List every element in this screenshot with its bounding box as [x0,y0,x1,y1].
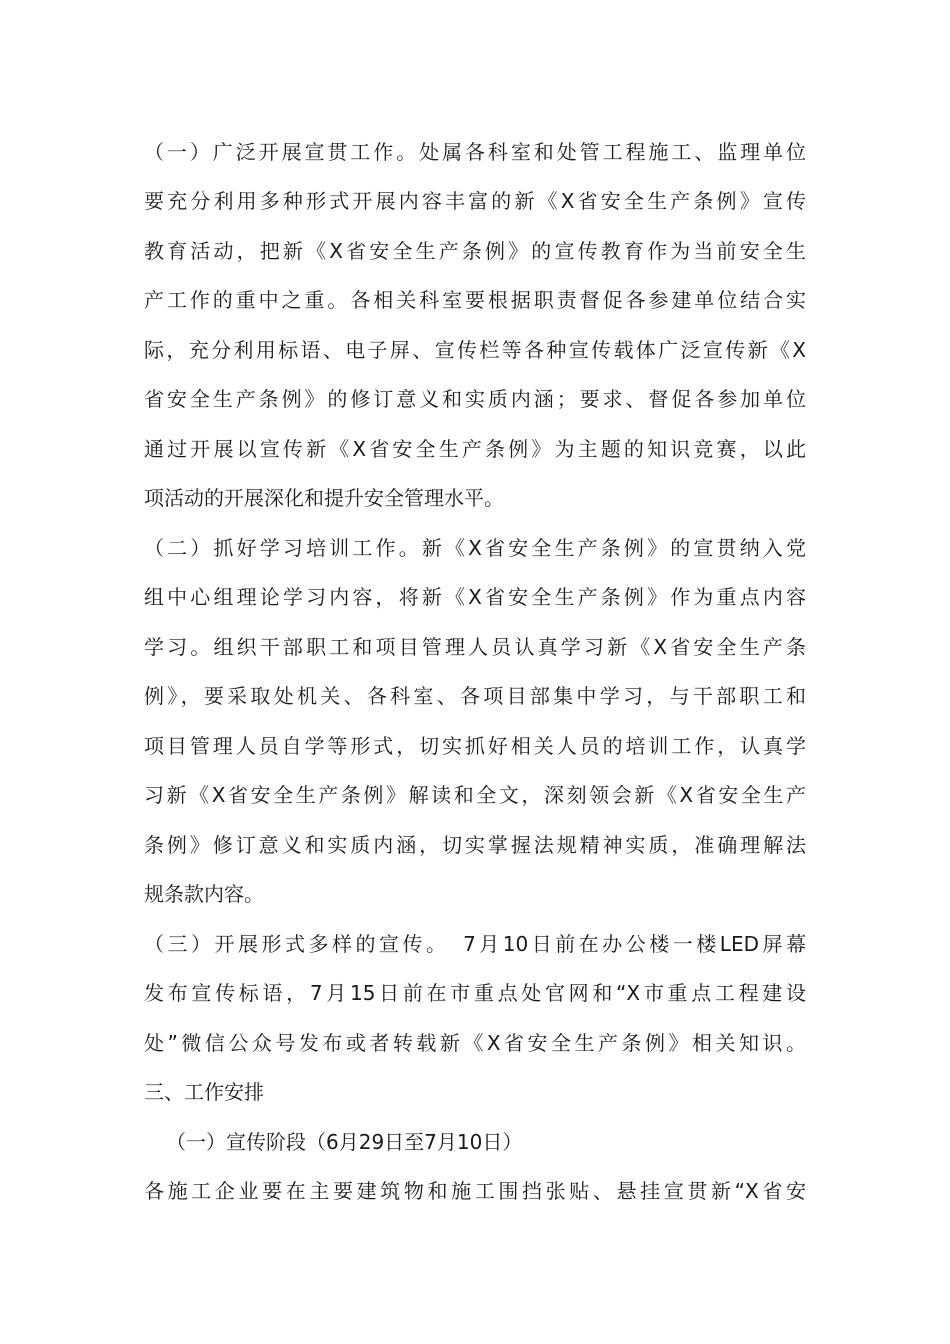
paragraph-2-line-2: 组中心组理论学习内容，将新《X省安全生产条例》作为重点内容 [144,585,806,609]
paragraph-2-line-6: 习新《X省安全生产条例》解读和全文，深刻领会新《X省安全生产 [144,783,806,807]
paragraph-1-line-4: 产工作的重中之重。各相关科室要根据职责督促各参建单位结合实 [144,288,806,312]
paragraph-1-line-3: 教育活动，把新《X省安全生产条例》的宣传教育作为当前安全生 [144,239,806,263]
paragraph-2-line-1: （二）抓好学习培训工作。新《X省安全生产条例》的宣贯纳入党 [144,536,806,560]
paragraph-2-line-8: 规条款内容。 [144,882,264,906]
subsection-heading: （一）宣传阶段（6月29日至7月10日） [166,1130,523,1154]
paragraph-1-line-7: 通过开展以宣传新《X省安全生产条例》为主题的知识竞赛，以此 [144,437,806,461]
paragraph-3-line-1: （三）开展形式多样的宣传。 7月10日前在办公楼一楼LED屏幕 [144,932,806,956]
paragraph-3-line-2: 发布宣传标语，7月15日前在市重点处官网和“X市重点工程建设 [144,981,806,1005]
paragraph-2-line-5: 项目管理人员自学等形式，切实抓好相关人员的培训工作，认真学 [144,734,806,758]
paragraph-2-line-4: 例》，要采取处机关、各科室、各项目部集中学习，与干部职工和 [144,684,806,708]
paragraph-1-line-8: 项活动的开展深化和提升安全管理水平。 [144,486,504,510]
paragraph-1-line-2: 要充分利用多种形式开展内容丰富的新《X省安全生产条例》宣传 [144,189,806,213]
paragraph-1-line-1: （一）广泛开展宣贯工作。处属各科室和处管工程施工、监理单位 [144,140,806,164]
paragraph-1-line-6: 省安全生产条例》的修订意义和实质内涵；要求、督促各参加单位 [144,387,806,411]
paragraph-3-line-3: 处”微信公众号发布或者转载新《X省安全生产条例》相关知识。 [144,1031,806,1055]
paragraph-1-line-5: 际，充分利用标语、电子屏、宣传栏等各种宣传载体广泛宣传新《X [144,338,806,362]
paragraph-2-line-7: 条例》修订意义和实质内涵，切实掌握法规精神实质，准确理解法 [144,833,806,857]
section-heading: 三、工作安排 [144,1080,264,1104]
paragraph-2-line-3: 学习。组织干部职工和项目管理人员认真学习新《X省安全生产条 [144,635,806,659]
paragraph-4-line-1: 各施工企业要在主要建筑物和施工围挡张贴、悬挂宣贯新“X省安 [144,1179,806,1203]
